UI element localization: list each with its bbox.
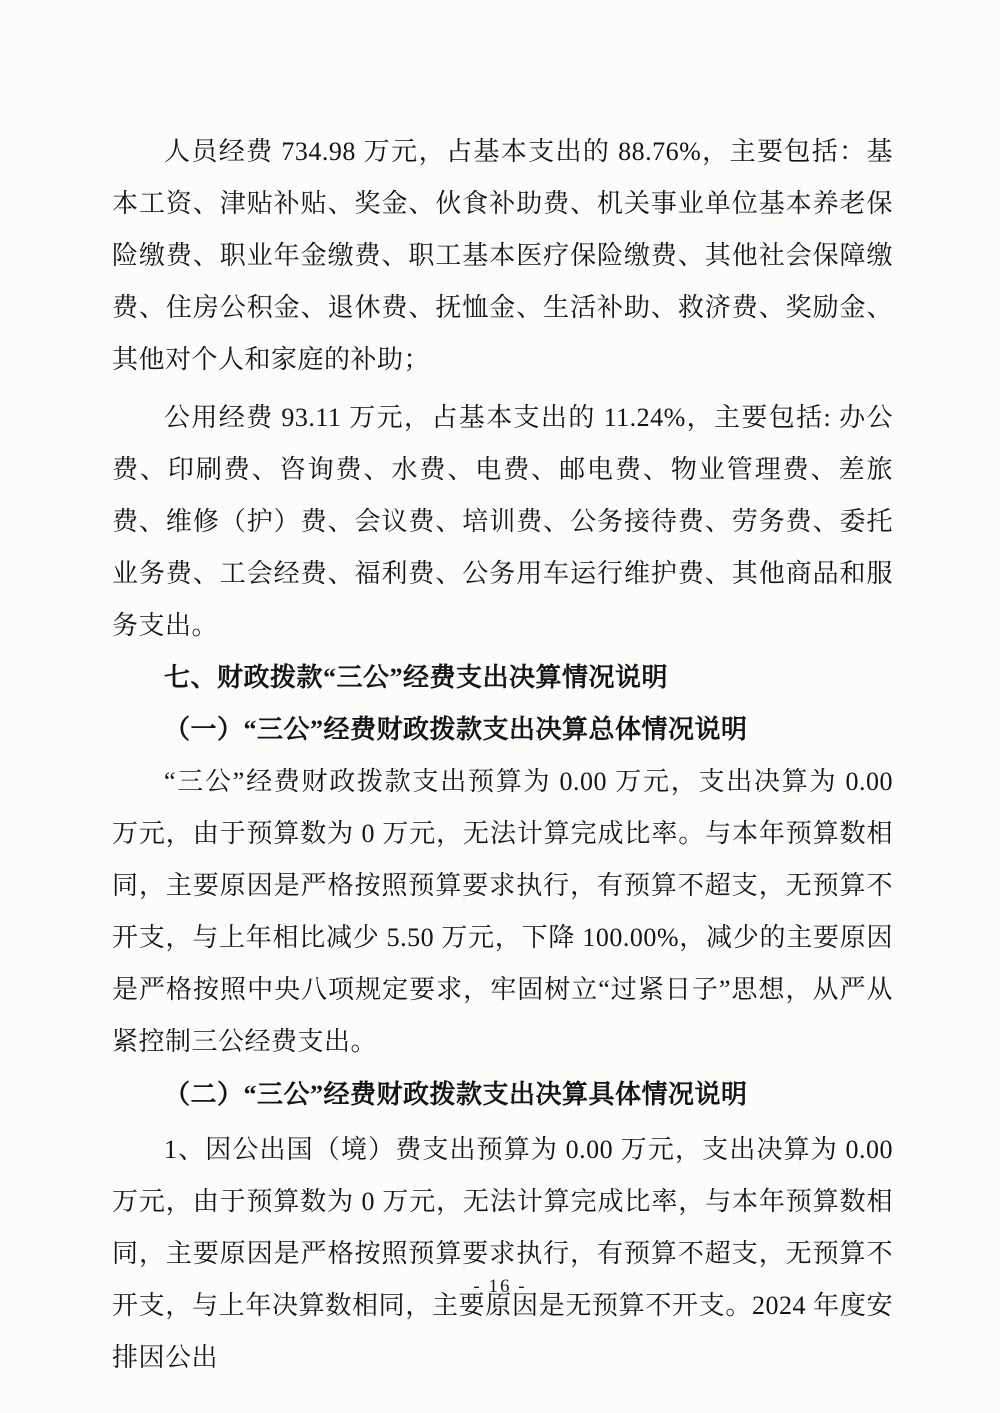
page-number: - 16 - xyxy=(473,1276,527,1297)
heading-section-seven: 七、财政拨款“三公”经费支出决算情况说明 xyxy=(164,663,669,692)
paragraph-personnel-expenses: 人员经费 734.98 万元，占基本支出的 88.76%，主要包括：基本工资、津贴补贴、奖金、伙食补助费、机关事业单位基本养老保险缴费、职业年金缴费、职工基本医疗保险缴费、其他社会保障缴费、住房公积金、退休费、抚恤金、生活补助、救济费、奖励金、其他对个人和家庭的补助； xyxy=(112,137,893,374)
paragraph-public-expenses: 公用经费 93.11 万元，占基本支出的 11.24%，主要包括: 办公费、印刷费、咨询费、水费、电费、邮电费、物业管理费、差旅费、维修（护）费、会议费、培训费、公务接待费、劳务费、委托业务费、工会经费、福利费、公务用车运行维护费、其他商品和服务支出。 xyxy=(112,403,893,640)
document-body xyxy=(112,126,893,1384)
heading-subsection-one: （一）“三公”经费财政拨款支出决算总体情况说明 xyxy=(164,715,748,744)
paragraph-item-one-abroad: 1、因公出国（境）费支出预算为 0.00 万元，支出决算为 0.00 万元，由于预算数为 0 万元，无法计算完成比率，与本年预算数相同，主要原因是严格按照预算要求执行，有预算不超支，无预算不开支，与上年决算数相同，主要原因是无预算不开支。2024 年度安排因公出 xyxy=(112,1135,893,1372)
paragraph-three-public-overall: “三公”经费财政拨款支出预算为 0.00 万元，支出决算为 0.00 万元，由于预算数为 0 万元，无法计算完成比率。与本年预算数相同，主要原因是严格按照预算要求执行，有预算不超支，无预算不开支，与上年相比减少 5.50 万元，下降 100.00%，减少的主要原因是严格按照中央八项规定要求，牢固树立“过紧日子”思想，从严从紧控制三公经费支出。 xyxy=(112,767,893,1056)
heading-subsection-two: （二）“三公”经费财政拨款支出决算具体情况说明 xyxy=(164,1080,748,1109)
